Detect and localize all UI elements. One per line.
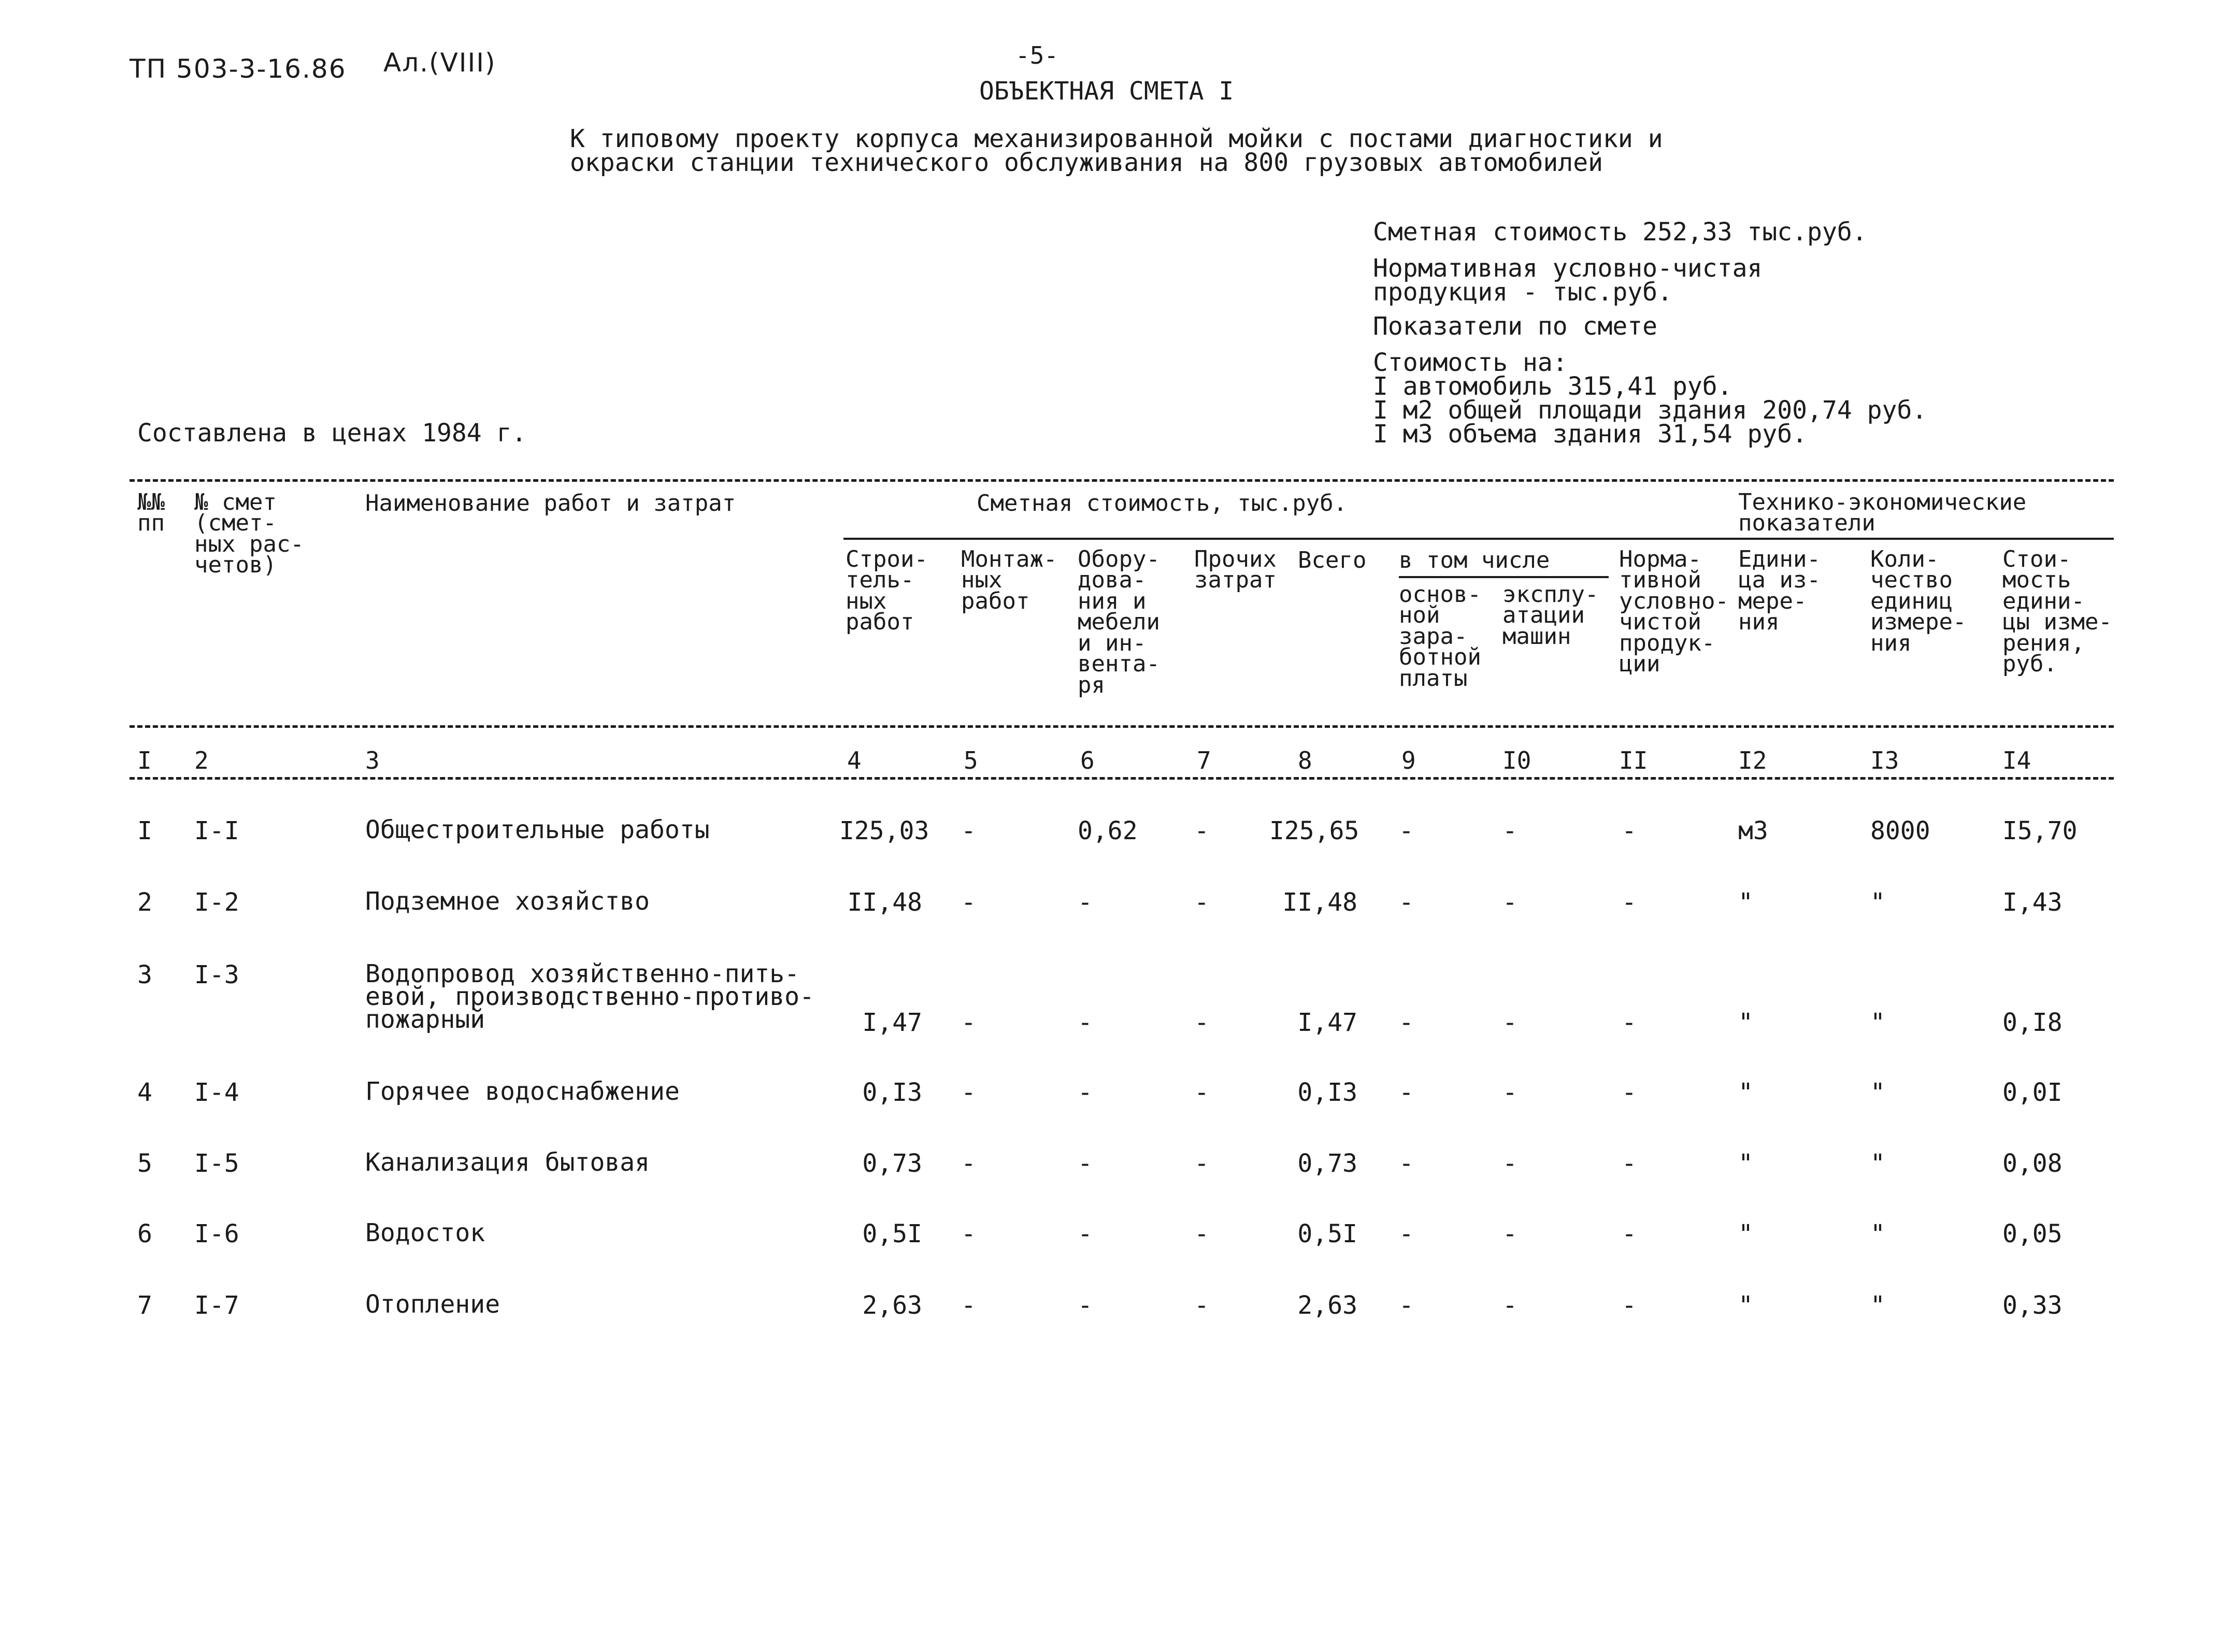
cell-c8: II,48 (1282, 888, 1357, 917)
cell-c12: " (1738, 888, 1753, 917)
cell-n: 7 (137, 1291, 152, 1320)
cell-c10: - (1502, 1291, 1517, 1320)
table-top-rule (130, 479, 2114, 482)
colnum: 4 (847, 746, 862, 774)
cell-n: 6 (137, 1219, 152, 1248)
header-quantity: Коли- чество единиц измере- ния (1870, 546, 1967, 656)
cell-c14: 0,08 (2002, 1149, 2063, 1178)
subtitle-line-2: окраски станции технического обслуживания на 800 грузовых автомобилей (570, 148, 1603, 177)
cell-c6: 0,62 (1078, 816, 1138, 845)
cell-c10: - (1502, 1008, 1517, 1037)
cell-c7: - (1194, 816, 1209, 845)
cell-c14: I,43 (2002, 888, 2063, 917)
cell-c5: - (961, 888, 976, 917)
group-header-rule (843, 538, 2114, 540)
indicators-heading: Показатели по смете (1373, 312, 1658, 341)
cell-c4: 0,5I (862, 1219, 922, 1248)
cell-c7: - (1194, 1008, 1209, 1037)
cell-n: 4 (137, 1078, 152, 1107)
cell-c7: - (1194, 1149, 1209, 1178)
cell-n: 3 (137, 960, 152, 989)
cell-c9: - (1399, 816, 1414, 845)
cell-c12: " (1738, 1149, 1753, 1178)
cell-c8: 0,73 (1297, 1149, 1357, 1178)
cell-c12: " (1738, 1219, 1753, 1248)
colnum: 9 (1401, 746, 1416, 774)
estimated-cost: Сметная стоимость 252,33 тыс.руб. (1373, 218, 1867, 247)
cell-c13: " (1870, 1008, 1885, 1037)
cell-code: I-2 (194, 888, 239, 917)
cell-c11: - (1622, 888, 1637, 917)
cell-c6: - (1078, 1078, 1093, 1107)
cell-c12: " (1738, 1008, 1753, 1037)
prices-note: Составлена в ценах 1984 г. (137, 419, 527, 448)
cell-c9: - (1399, 1291, 1414, 1320)
incl-header-rule (1399, 576, 1609, 578)
page-number: -5- (1015, 41, 1059, 69)
header-bottom-rule (130, 725, 2114, 728)
cell-name: Водопровод хозяйственно-пить- евой, производственно-противо- пожарный (365, 959, 814, 1035)
cell-c5: - (961, 1008, 976, 1037)
cell-c14: 0,0I (2002, 1078, 2063, 1107)
cell-c10: - (1502, 1078, 1517, 1107)
album-label: Ал.(VIII) (383, 48, 496, 78)
cell-c13: " (1870, 1078, 1885, 1107)
colnum: 3 (365, 746, 380, 774)
cell-c9: - (1399, 1219, 1414, 1248)
cell-c9: - (1399, 1078, 1414, 1107)
colnum: I4 (2002, 746, 2031, 774)
cost-per-heading: Стоимость на: (1373, 348, 1568, 377)
colnum: I3 (1870, 746, 1899, 774)
colnum: 2 (194, 746, 209, 774)
colnum: 7 (1197, 746, 1211, 774)
cell-c11: - (1622, 1291, 1637, 1320)
cost-per-car: I автомобиль 315,41 руб. (1373, 372, 1732, 401)
cell-c8: 2,63 (1297, 1291, 1357, 1320)
cell-c5: - (961, 816, 976, 845)
cell-c10: - (1502, 888, 1517, 917)
cell-c4: 0,I3 (862, 1078, 922, 1107)
cell-c8: 0,5I (1297, 1219, 1357, 1248)
cell-c11: - (1622, 1078, 1637, 1107)
subtitle-line-1: К типовому проекту корпуса механизированной мойки с постами диагностики и (570, 124, 1663, 153)
document-title: ОБЪЕКТНАЯ СМЕТА I (979, 77, 1234, 106)
cell-c4: I,47 (862, 1008, 922, 1037)
colnum: 8 (1298, 746, 1312, 774)
cell-c10: - (1502, 816, 1517, 845)
header-estimate-number: № смет (смет- ных рас- четов) (194, 489, 304, 579)
cell-code: I-6 (194, 1219, 239, 1248)
cell-c11: - (1622, 1149, 1637, 1178)
cell-c4: II,48 (847, 888, 922, 917)
cell-c8: I25,65 (1269, 816, 1359, 845)
cell-c6: - (1078, 1291, 1093, 1320)
header-installation: Монтаж- ных работ (961, 546, 1057, 614)
cell-c7: - (1194, 888, 1209, 917)
cell-c5: - (961, 1078, 976, 1107)
cell-code: I-5 (194, 1149, 239, 1178)
cell-c10: - (1502, 1149, 1517, 1178)
header-machine-operation: эксплу- атации машин (1502, 581, 1599, 650)
cell-c14: I5,70 (2002, 816, 2078, 845)
cell-code: I-7 (194, 1291, 239, 1320)
cell-c5: - (961, 1291, 976, 1320)
cell-n: 5 (137, 1149, 152, 1178)
cell-c11: - (1622, 1008, 1637, 1037)
colnum: II (1619, 746, 1648, 774)
cell-c6: - (1078, 1219, 1093, 1248)
cell-name: Общестроительные работы (365, 815, 710, 844)
cell-c14: 0,05 (2002, 1219, 2063, 1248)
cell-c6: - (1078, 1008, 1093, 1037)
cell-c11: - (1622, 1219, 1637, 1248)
header-unit-cost: Стои- мость едини- цы изме- рения, руб. (2002, 546, 2112, 678)
cell-n: 2 (137, 888, 152, 917)
colnum: I0 (1502, 746, 1531, 774)
cell-c4: 2,63 (862, 1291, 922, 1320)
cell-name: Горячее водоснабжение (365, 1077, 680, 1106)
cell-c7: - (1194, 1078, 1209, 1107)
cell-name: Подземное хозяйство (365, 887, 650, 916)
header-incl: в том числе (1399, 547, 1550, 573)
cell-c4: I25,03 (839, 816, 929, 845)
cost-per-m3: I м3 объема здания 31,54 руб. (1373, 420, 1808, 449)
cell-c13: " (1870, 888, 1885, 917)
header-work-name: Наименование работ и затрат (365, 490, 736, 516)
header-other: Прочих затрат (1194, 546, 1277, 594)
colnum: I (137, 746, 152, 774)
cell-name: Канализация бытовая (365, 1148, 650, 1177)
header-equipment: Обору- дова- ния и мебели и ин- вента- ря (1078, 546, 1160, 698)
cell-c4: 0,73 (862, 1149, 922, 1178)
header-cost-group: Сметная стоимость, тыс.руб. (977, 490, 1348, 516)
cell-c5: - (961, 1219, 976, 1248)
cell-c11: - (1622, 816, 1637, 845)
cell-c12: " (1738, 1291, 1753, 1320)
cell-name: Водосток (365, 1218, 485, 1247)
cell-c12: м3 (1738, 816, 1768, 845)
cell-c14: 0,I8 (2002, 1008, 2063, 1037)
cell-name: Отопление (365, 1290, 500, 1319)
cell-c6: - (1078, 888, 1093, 917)
cell-code: I-3 (194, 960, 239, 989)
colnum: I2 (1738, 746, 1767, 774)
cell-c9: - (1399, 1149, 1414, 1178)
cell-c8: 0,I3 (1297, 1078, 1357, 1107)
cell-c7: - (1194, 1219, 1209, 1248)
cell-c9: - (1399, 888, 1414, 917)
colnum-rule (130, 777, 2114, 780)
normative-line-2: продукция - тыс.руб. (1373, 278, 1672, 307)
cell-c6: - (1078, 1149, 1093, 1178)
cell-c13: 8000 (1870, 816, 1930, 845)
header-unit: Едини- ца из- мере- ния (1738, 546, 1821, 636)
document-code: ТП 503-3-16.86 (130, 54, 347, 84)
cell-c8: I,47 (1297, 1008, 1357, 1037)
cell-c9: - (1399, 1008, 1414, 1037)
cell-c5: - (961, 1149, 976, 1178)
header-normative-product: Норма- тивной условно- чистой продук- ции (1619, 546, 1729, 678)
cost-per-m2: I м2 общей площади здания 200,74 руб. (1373, 396, 1927, 425)
header-total: Всего (1298, 547, 1367, 573)
cell-c13: " (1870, 1219, 1885, 1248)
cell-c13: " (1870, 1149, 1885, 1178)
cell-c14: 0,33 (2002, 1291, 2063, 1320)
cell-c12: " (1738, 1078, 1753, 1107)
normative-line-1: Нормативная условно-чистая (1373, 254, 1763, 283)
colnum: 6 (1080, 746, 1095, 774)
header-basic-wages: основ- ной зара- ботной платы (1399, 581, 1481, 692)
cell-code: I-4 (194, 1078, 239, 1107)
cell-c7: - (1194, 1291, 1209, 1320)
header-row-number: №№ пп (137, 489, 165, 537)
cell-n: I (137, 816, 152, 845)
cell-c13: " (1870, 1291, 1885, 1320)
cell-code: I-I (194, 816, 239, 845)
colnum: 5 (964, 746, 978, 774)
cell-c10: - (1502, 1219, 1517, 1248)
header-construction: Строи- тель- ных работ (846, 546, 928, 636)
header-tech-group: Технико-экономические показатели (1738, 489, 2027, 537)
